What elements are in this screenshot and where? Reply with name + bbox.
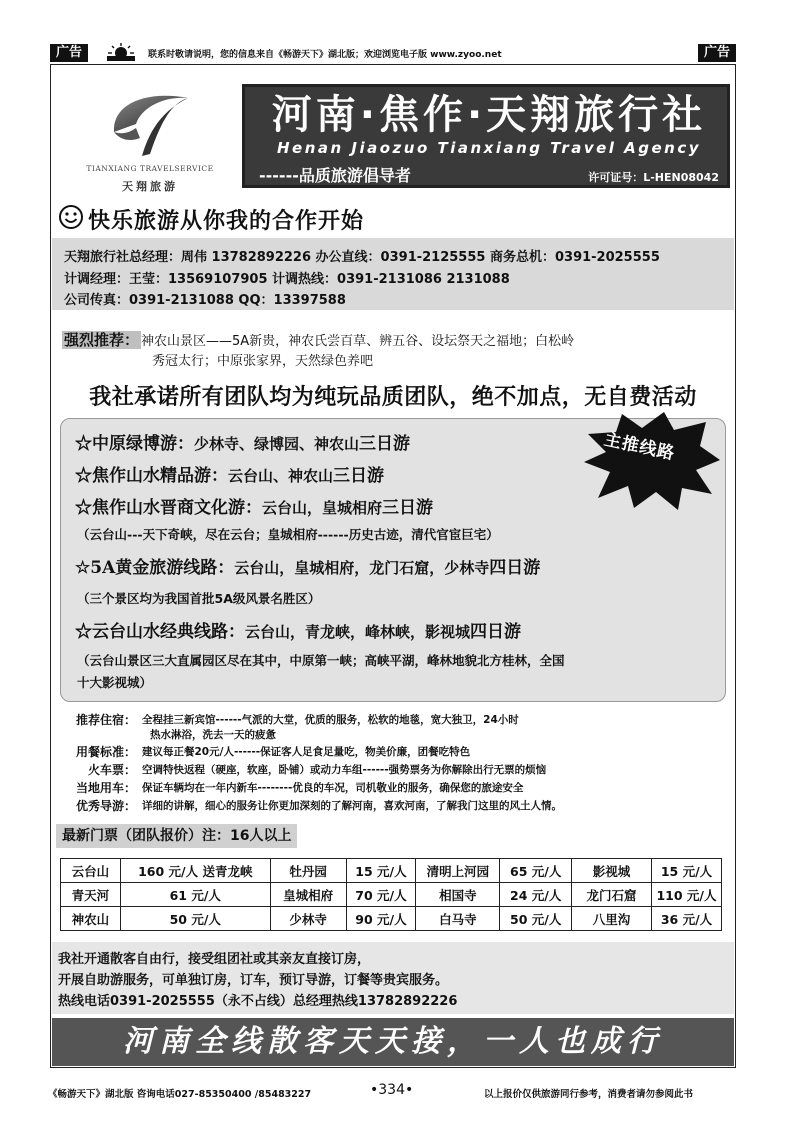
top-ad-bar: [50, 44, 736, 62]
promise-headline: 我社承诺所有团队均为纯玩品质团队，绝不加点，无自费活动: [89, 385, 697, 410]
route-item: ☆焦作山水晋商文化游：云台山，皇城相府三日游: [75, 498, 434, 518]
title-banner: [242, 84, 730, 188]
logo-english: TIANXIANG TRAVELSERVICE: [86, 164, 214, 173]
ticket-price-table: [60, 858, 722, 931]
route-item: ☆5A黄金旅游线路：云台山，皇城相府，龙门石窟，少林寺四日游: [75, 558, 541, 578]
contact-line: 公司传真：0391-2131088 QQ：13397588: [64, 293, 346, 308]
top-note: 联系时敬请说明，您的信息来自《畅游天下》湖北版；欢迎浏览电子版 www.zyoo.net: [148, 50, 502, 60]
ad-tag-right: 广告: [698, 44, 736, 62]
recommend-label: 强烈推荐：: [64, 331, 140, 349]
route-note: （云台山景区三大直属园区尽在其中，中原第一峡；高峡平湖，峰林地貌北方桂林，全国: [77, 653, 565, 668]
route-note: （云台山---天下奇峡，尽在云台；皇城相府------历史古迹，清代官宦巨宅）: [77, 527, 499, 542]
recommend-line: 秀冠太行；中原张家界，天然绿色养吧: [152, 354, 374, 369]
route-note: （三个景区均为我国首批5A级风景名胜区）: [77, 591, 321, 606]
contact-line: 计调经理：王莹：13569107905 计调热线：0391-2131086 2131088: [64, 272, 510, 287]
recommendation: [62, 330, 722, 372]
smiley-icon: [58, 204, 84, 230]
ticket-heading: 最新门票（团队报价）注：16人以上: [56, 824, 297, 848]
license-number: 许可证号：L-HEN08042: [588, 171, 719, 184]
featured-burst-badge: [582, 412, 722, 512]
bottom-slogan-banner: 河南全线散客天天接，一人也成行: [52, 1018, 734, 1066]
table-row: 青天河 61 元/人 皇城相府 70 元/人 相国寺 24 元/人 龙门石窟 110 元/人: [61, 883, 722, 907]
ad-tag-left: 广告: [50, 44, 88, 62]
featured-routes-label: 主推线路: [602, 429, 677, 465]
route-item: ☆云台山水经典线路：云台山，青龙峡，峰林峡，影视城四日游: [75, 622, 522, 642]
header: [52, 66, 734, 196]
tianxiang-logo-icon: [106, 84, 196, 162]
magazine-sun-logo-icon: [104, 42, 138, 62]
recommend-line: 神农山景区——5A新贵，神农氏尝百草、辨五谷、设坛祭天之福地；白松岭: [141, 334, 575, 349]
contact-line: 天翔旅行社总经理：周伟 13782892226 办公直线：0391-2125555 商务总机：0391-2025555: [64, 250, 660, 265]
route-note: 十大影视城）: [77, 675, 153, 690]
info-line: 开展自助游服务，可单独订房，订车，预订导游，订餐等贵宾服务。: [58, 973, 449, 988]
company-logo: [62, 80, 238, 192]
contact-panel: [52, 238, 734, 310]
cooperation-text: 快乐旅游从你我的合作开始: [88, 209, 365, 234]
route-item: ☆中原绿博游：少林寺、绿博园、神农山三日游: [75, 434, 411, 454]
agency-slogan: ------品质旅游倡导者: [259, 166, 411, 185]
route-item: ☆焦作山水精品游：云台山、神农山三日游: [75, 466, 385, 486]
agency-title-chinese: 河南·焦作·天翔旅行社: [271, 92, 707, 138]
info-line: 热线电话0391-2025555（永不占线）总经理热线13782892226: [58, 994, 458, 1009]
table-row: 神农山 50 元/人 少林寺 90 元/人 白马寺 50 元/人 八里沟 36 元/人: [61, 907, 722, 931]
logo-chinese: 天翔旅游: [122, 180, 178, 193]
info-line: 我社开通散客自由行，接受组团社或其亲友直接订房，: [58, 952, 371, 967]
page-number: •334•: [370, 1082, 414, 1098]
table-row: 云台山 160 元/人 送青龙峡 牡丹园 15 元/人 清明上河园 65 元/人 影视城 15 元/人: [61, 859, 722, 883]
footer-disclaimer: 以上报价仅供旅游同行参考，消费者请勿参阅此书: [484, 1089, 694, 1100]
service-info-panel: [52, 942, 734, 1014]
agency-title-english: Henan Jiaozuo Tianxiang Travel Agency: [276, 139, 702, 157]
footer-contact: 《畅游天下》湖北版 咨询电话027-85350400 /85483227: [48, 1089, 312, 1100]
